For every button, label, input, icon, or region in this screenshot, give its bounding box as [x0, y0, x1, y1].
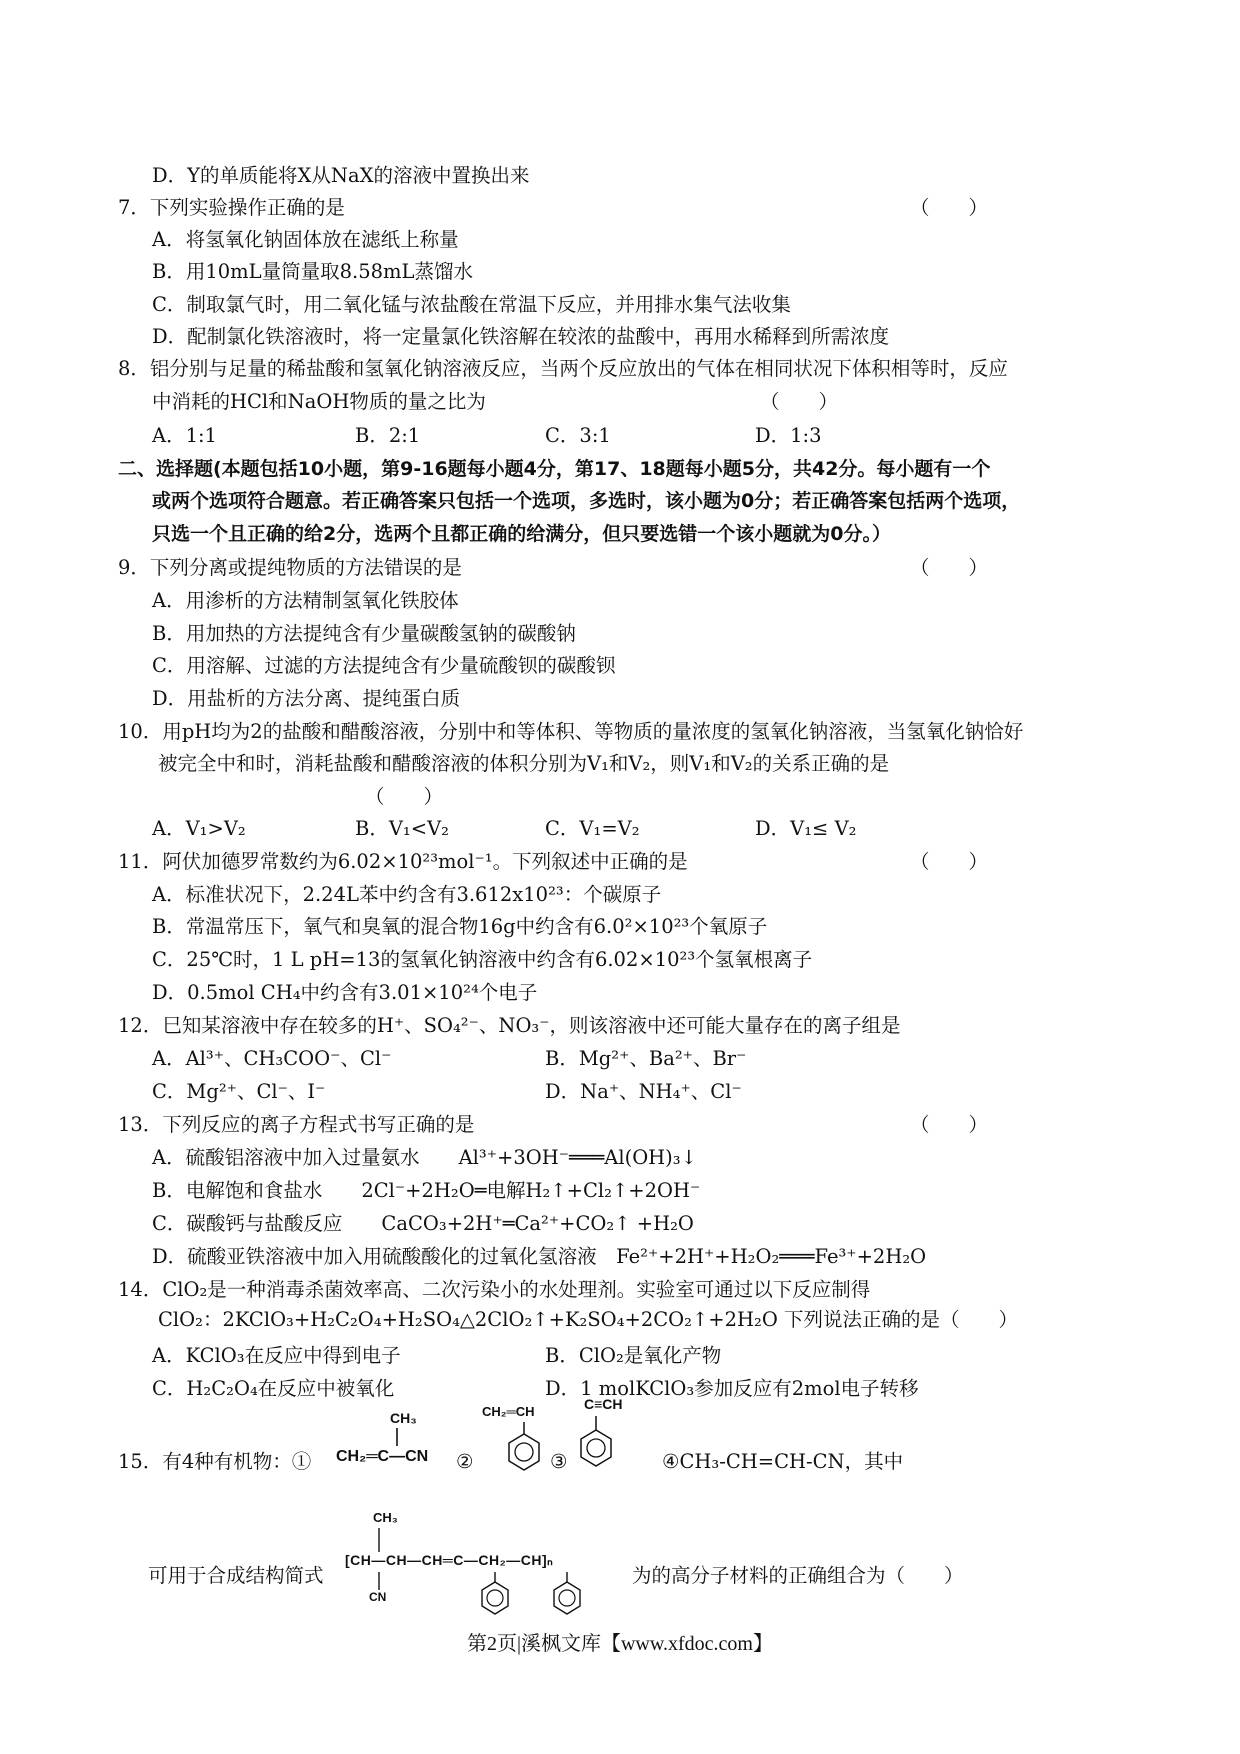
- section2-instructions-line3: 只选一个且正确的给2分，选两个且都正确的给满分，但只要选错一个该小题就为0分。）: [152, 523, 891, 545]
- q13-answer-paren: （ ）: [910, 1113, 989, 1136]
- polymer-cn: CN: [369, 1590, 387, 1604]
- structure-1-ch3: CH₃: [390, 1410, 417, 1426]
- q10-option-a: A．V₁>V₂: [152, 817, 246, 840]
- benzene-ring-icon: [482, 1404, 550, 1480]
- q12-option-d: D．Na⁺、NH₄⁺、Cl⁻: [545, 1080, 742, 1103]
- q15-stem-end: 为的高分子材料的正确组合为（ ）: [632, 1564, 964, 1587]
- q13-stem: 13．下列反应的离子方程式书写正确的是: [118, 1113, 475, 1136]
- structure-2-styrene: [482, 1404, 550, 1480]
- q11-option-c: C．25℃时，1 L pH=13的氢氧化钠溶液中约含有6.02×10²³个氢氧根离子: [152, 948, 813, 971]
- q14-stem: 14．ClO₂是一种消毒杀菌效率高、二次污染小的水处理剂。实验室可通过以下反应制得: [118, 1278, 871, 1301]
- q10-answer-paren: （ ）: [365, 785, 444, 808]
- structure-1-methacrylonitrile: [336, 1410, 456, 1474]
- q11-option-a: A．标准状况下，2.24L苯中约含有3.612x10²³：个碳原子: [152, 883, 662, 906]
- q14-option-b: B．ClO₂是氧化产物: [545, 1344, 722, 1367]
- q15-circle-2: ②: [456, 1450, 474, 1473]
- polymer-main-chain: [CH—CH—CH═C—CH₂—CH]ₙ: [345, 1552, 554, 1568]
- q9-option-a: A．用渗析的方法精制氢氧化铁胶体: [152, 589, 459, 612]
- q12-stem: 12．巳知某溶液中存在较多的H⁺、SO₄²⁻、NO₃⁻，则该溶液中还可能大量存在的离子组是: [118, 1014, 901, 1037]
- q11-option-d: D．0.5mol CH₄中约含有3.01×10²⁴个电子: [152, 981, 538, 1004]
- structure-1-main: CH₂═C—CN: [336, 1448, 429, 1465]
- q9-option-b: B．用加热的方法提纯含有少量碳酸氢钠的碳酸钠: [152, 622, 576, 645]
- polymer-bonds: [345, 1510, 595, 1620]
- structure-3-phenylacetylene: [574, 1396, 644, 1478]
- q9-option-d: D．用盐析的方法分离、提纯蛋白质: [152, 687, 461, 710]
- q8-option-d: D．1:3: [755, 424, 822, 447]
- page-footer: 第2页|溪枫文库【www.xfdoc.com】: [466, 1633, 773, 1655]
- q7-stem: 7．下列实验操作正确的是: [118, 196, 345, 219]
- q13-option-c: C．碳酸钙与盐酸反应 CaCO₃+2H⁺═Ca²⁺+CO₂↑ +H₂O: [152, 1212, 694, 1235]
- q11-option-b: B．常温常压下，氧气和臭氧的混合物16g中约含有6.0²×10²³个氧原子: [152, 915, 768, 938]
- q6-option-d: D．Y的单质能将X从NaX的溶液中置换出来: [152, 164, 530, 187]
- q9-stem: 9．下列分离或提纯物质的方法错误的是: [118, 556, 462, 579]
- q10-stem: 10．用pH均为2的盐酸和醋酸溶液，分别中和等体积、等物质的量浓度的氢氧化钠溶液，当氢氧化钠恰好: [118, 720, 1024, 743]
- q8-option-a: A．1:1: [152, 424, 217, 447]
- q14-option-a: A．KClO₃在反应中得到电子: [152, 1344, 401, 1367]
- q14-option-c: C．H₂C₂O₄在反应中被氧化: [152, 1377, 395, 1400]
- q11-answer-paren: （ ）: [910, 850, 989, 873]
- q9-option-c: C．用溶解、过滤的方法提纯含有少量硫酸钡的碳酸钡: [152, 654, 616, 677]
- section2-instructions-line2: 或两个选项符合题意。若正确答案只包括一个选项，多选时，该小题为0分；若正确答案包括两个选项，: [152, 490, 1021, 512]
- q15-stem: 15．有4种有机物：①: [118, 1450, 312, 1473]
- q8-option-b: B．2:1: [355, 424, 421, 447]
- structure-2-vinyl: CH₂═CH: [482, 1404, 535, 1419]
- q7-answer-paren: （ ）: [910, 196, 989, 219]
- q13-option-b: B．电解饱和食盐水 2Cl⁻+2H₂O═电解H₂↑+Cl₂↑+2OH⁻: [152, 1179, 701, 1202]
- q11-stem: 11．阿伏加德罗常数约为6.02×10²³mol⁻¹。下列叙述中正确的是: [118, 850, 688, 873]
- q8-stem: 8．铝分别与足量的稀盐酸和氢氧化钠溶液反应，当两个反应放出的气体在相同状况下体积相等时，反应: [118, 357, 1008, 380]
- q10-stem-cont: 被完全中和时，消耗盐酸和醋酸溶液的体积分别为V₁和V₂，则V₁和V₂的关系正确的是: [158, 752, 890, 775]
- q7-option-a: A．将氢氧化钠固体放在滤纸上称量: [152, 228, 459, 251]
- q15-compound-4: ④CH₃-CH=CH-CN，其中: [662, 1450, 904, 1473]
- q10-option-d: D．V₁≤ V₂: [755, 817, 857, 840]
- q15-circle-3: ③: [550, 1450, 568, 1473]
- q9-answer-paren: （ ）: [910, 556, 989, 579]
- q8-stem-cont: 中消耗的HCl和NaOH物质的量之比为: [152, 390, 486, 413]
- q13-option-a: A．硫酸铝溶液中加入过量氨水 Al³⁺+3OH⁻═══Al(OH)₃↓: [152, 1146, 697, 1169]
- q13-option-d: D．硫酸亚铁溶液中加入用硫酸酸化的过氧化氢溶液 Fe²⁺+2H⁺+H₂O₂═══Fe³⁺+2H₂O: [152, 1245, 927, 1268]
- section2-instructions-line1: 二、选择题(本题包括10小题，第9-16题每小题4分，第17、18题每小题5分，共42分。每小题有一个: [118, 458, 991, 480]
- polymer-structure: [345, 1510, 595, 1620]
- benzene-ring-icon: [574, 1396, 644, 1478]
- q12-option-b: B．Mg²⁺、Ba²⁺、Br⁻: [545, 1047, 747, 1070]
- q12-option-c: C．Mg²⁺、Cl⁻、I⁻: [152, 1080, 326, 1103]
- q14-stem-cont: ClO₂：2KClO₃+H₂C₂O₄+H₂SO₄△2ClO₂↑+K₂SO₄+2CO₂↑+2H₂O 下列说法正确的是（ ）: [158, 1308, 1019, 1331]
- q10-option-c: C．V₁=V₂: [545, 817, 640, 840]
- q12-option-a: A．Al³⁺、CH₃COO⁻、Cl⁻: [152, 1047, 392, 1070]
- polymer-ch3: CH₃: [373, 1510, 398, 1525]
- q7-option-c: C．制取氯气时，用二氧化锰与浓盐酸在常温下反应，并用排水集气法收集: [152, 293, 791, 316]
- structure-3-alkyne: C≡CH: [584, 1396, 623, 1412]
- q14-option-d: D．1 molKClO₃参加反应有2mol电子转移: [545, 1377, 919, 1400]
- q8-option-c: C．3:1: [545, 424, 611, 447]
- q7-option-b: B．用10mL量筒量取8.58mL蒸馏水: [152, 260, 473, 283]
- q10-option-b: B．V₁<V₂: [355, 817, 449, 840]
- q7-option-d: D．配制氯化铁溶液时，将一定量氯化铁溶解在较浓的盐酸中，再用水稀释到所需浓度: [152, 325, 890, 348]
- q8-answer-paren: （ ）: [760, 390, 839, 413]
- q15-stem-cont: 可用于合成结构简式: [148, 1564, 324, 1587]
